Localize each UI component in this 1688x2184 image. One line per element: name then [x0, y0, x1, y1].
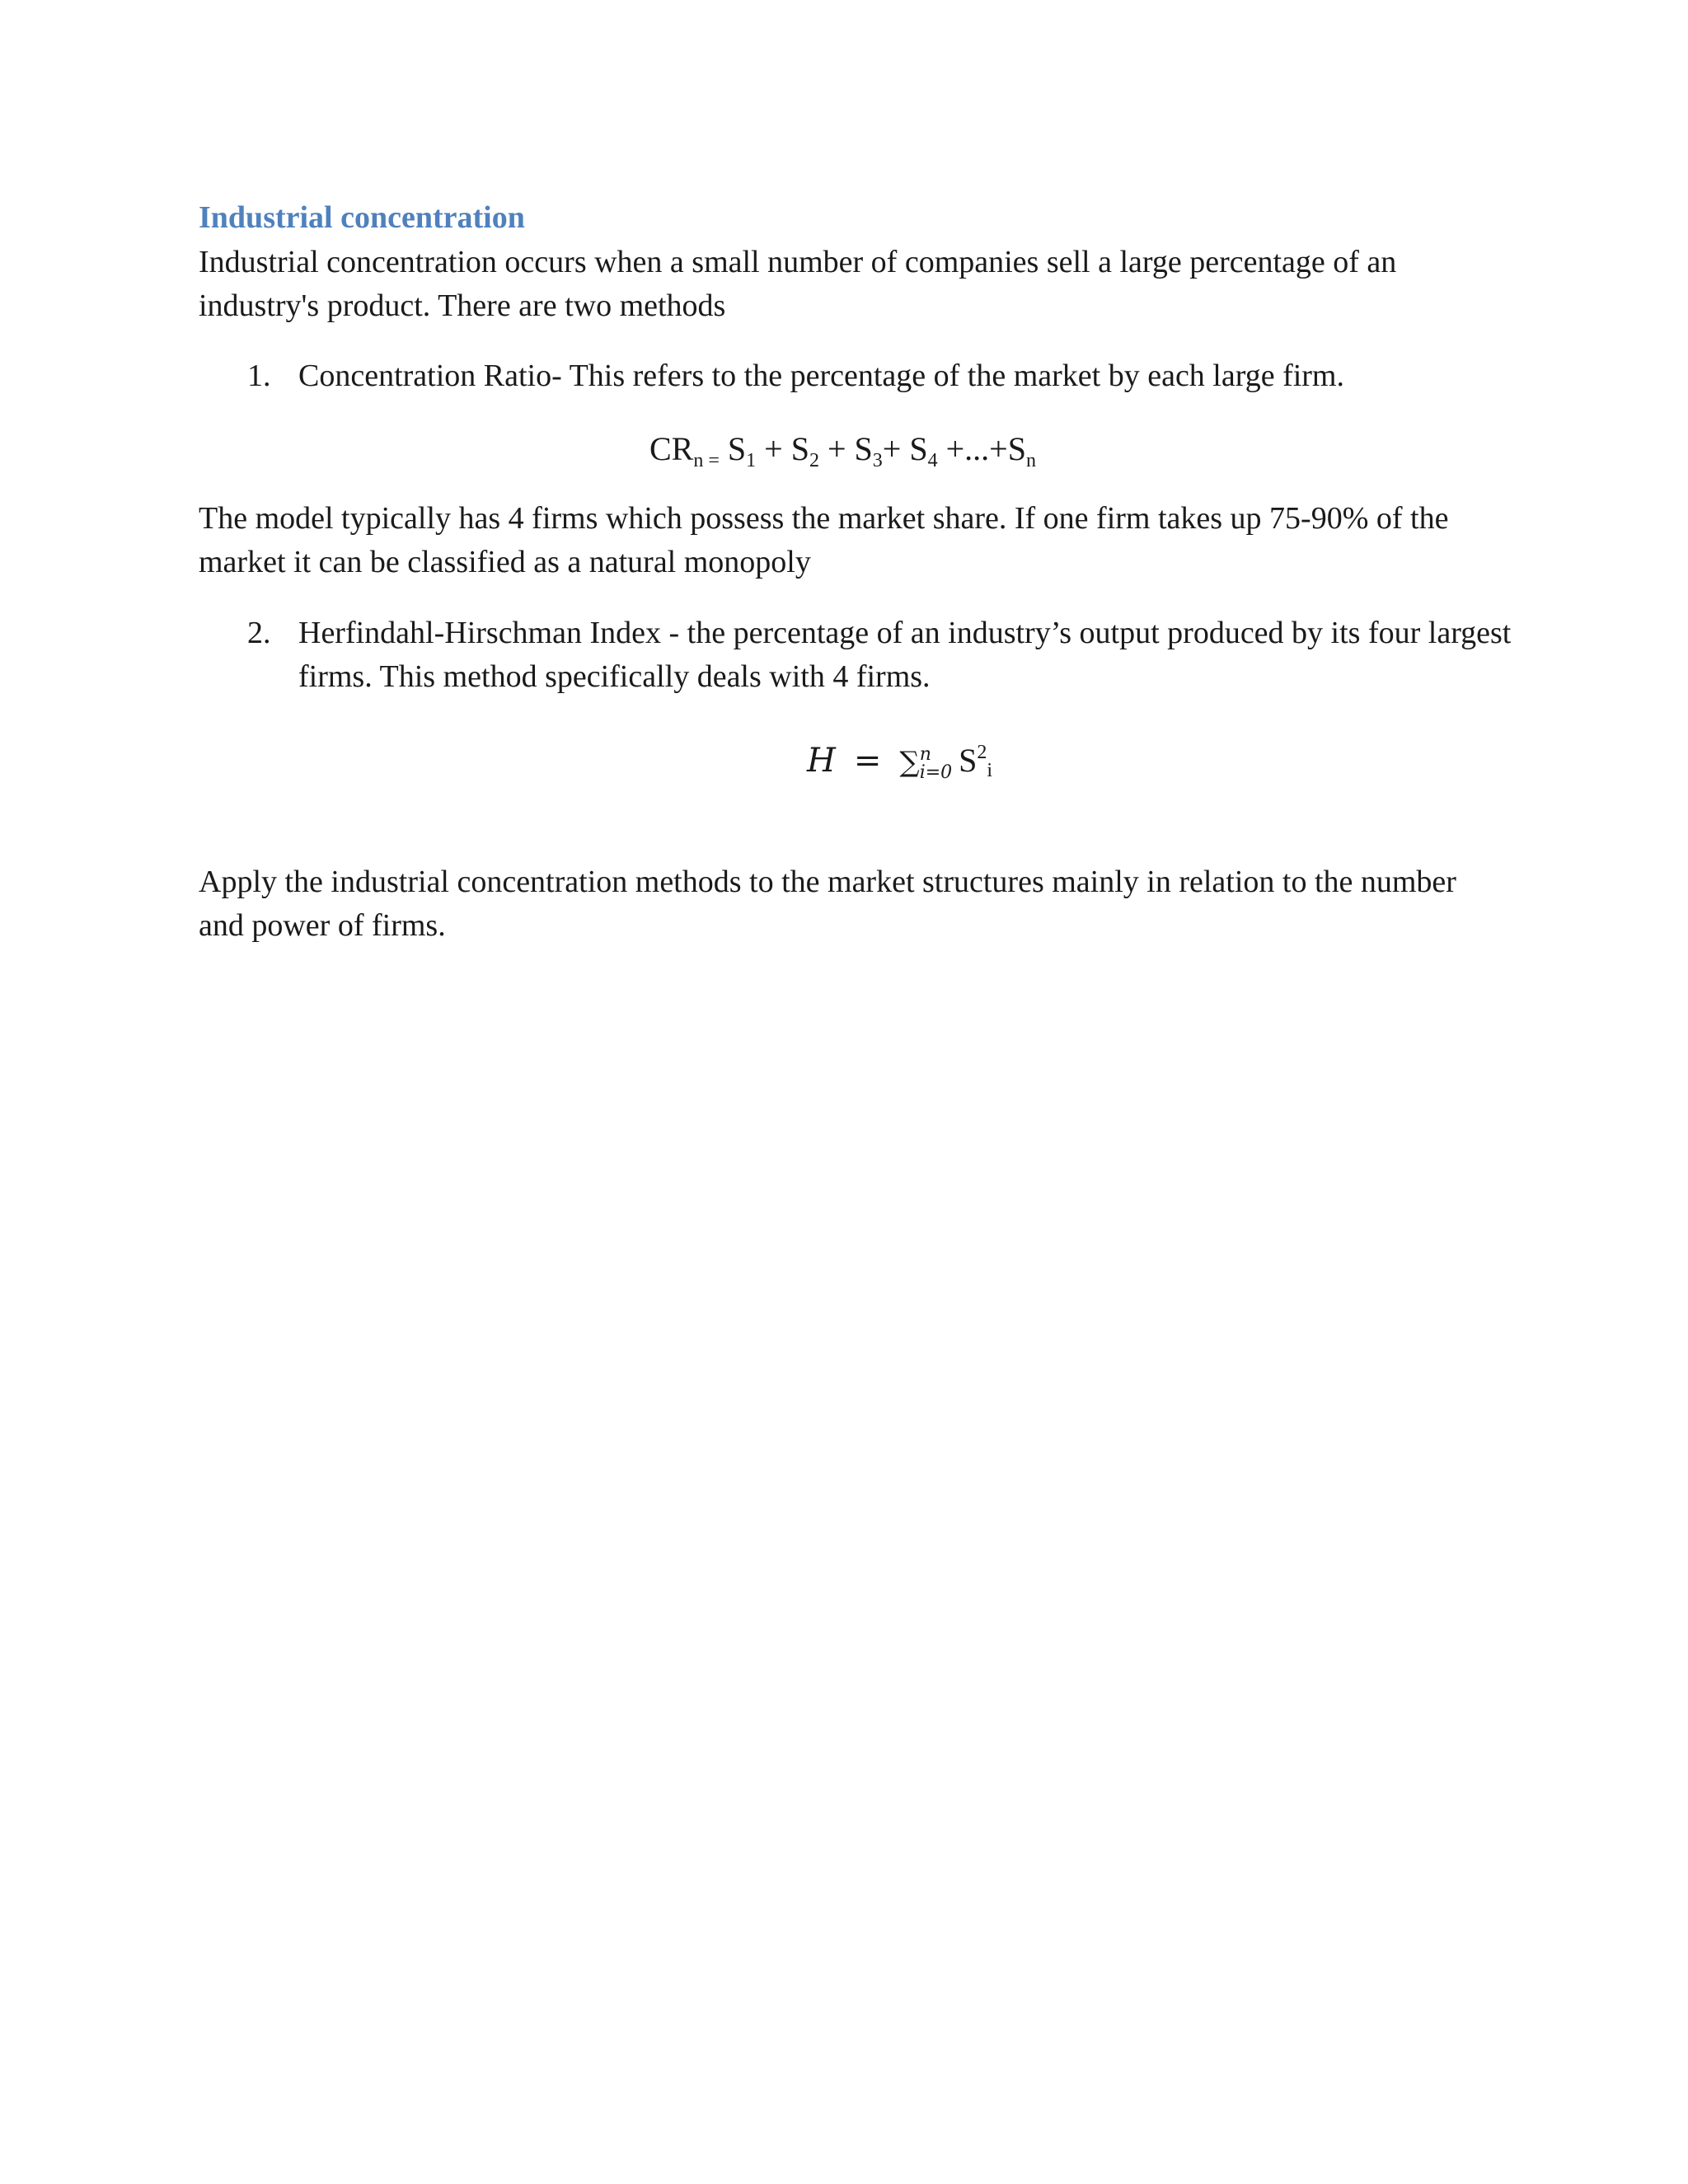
formula-cr: CR [649, 430, 694, 467]
formula-s2: S [790, 430, 809, 467]
list-number: 2. [247, 616, 271, 650]
formula-equals: = [853, 742, 882, 780]
formula-sub: i [987, 760, 993, 781]
formula-plus: + [882, 430, 902, 467]
formula-s3: S [854, 430, 873, 467]
formula-sub4: 4 [927, 450, 938, 471]
list-text: Concentration Ratio- This refers to the percentage of the market by each large firm. [298, 359, 1344, 393]
formula-s4: S [909, 430, 928, 467]
sigma-upper: n [919, 743, 931, 765]
list-number: 1. [247, 359, 271, 393]
list-item-concentration-ratio [247, 354, 1551, 398]
model-paragraph: The model typically has 4 firms which possess the market share. If one firm takes up 75-90% of the market it can be classified as a natural monopoly [199, 501, 1449, 579]
formula-s1: S [727, 430, 747, 467]
section-heading: Industrial concentration [199, 200, 525, 235]
formula-s: S [959, 742, 978, 779]
list-text: Herfindahl-Hirschman Index - the percentage of an industry’s output produced by its four largest firms. This method specifically deals with 4 firms. [298, 616, 1512, 694]
formula-sn: S [1007, 430, 1026, 467]
formula-sub3: 3 [872, 450, 883, 471]
formula-sub1: 1 [746, 450, 757, 471]
formula-h: H [807, 742, 836, 780]
hhi-formula [807, 740, 992, 783]
concentration-ratio-formula [649, 429, 1036, 475]
sigma-lower: i=0 [919, 762, 953, 783]
formula-sub2: 2 [809, 450, 819, 471]
formula-dots: +...+ [945, 430, 1008, 467]
formula-subn: n [1025, 450, 1036, 471]
formula-n-eq: n = [693, 450, 720, 471]
formula-plus: + [827, 430, 846, 467]
apply-paragraph: Apply the industrial concentration methods to the market structures mainly in relation to the number and power of firms. [199, 865, 1456, 943]
intro-paragraph: Industrial concentration occurs when a small number of companies sell a large percentage of an industry's product. There are two methods [199, 245, 1397, 323]
list-item-hhi [247, 612, 1551, 699]
sigma-symbol: ∑ [899, 746, 920, 779]
formula-sup: 2 [977, 742, 987, 763]
formula-plus: + [764, 430, 783, 467]
sigma-limits [919, 743, 953, 783]
